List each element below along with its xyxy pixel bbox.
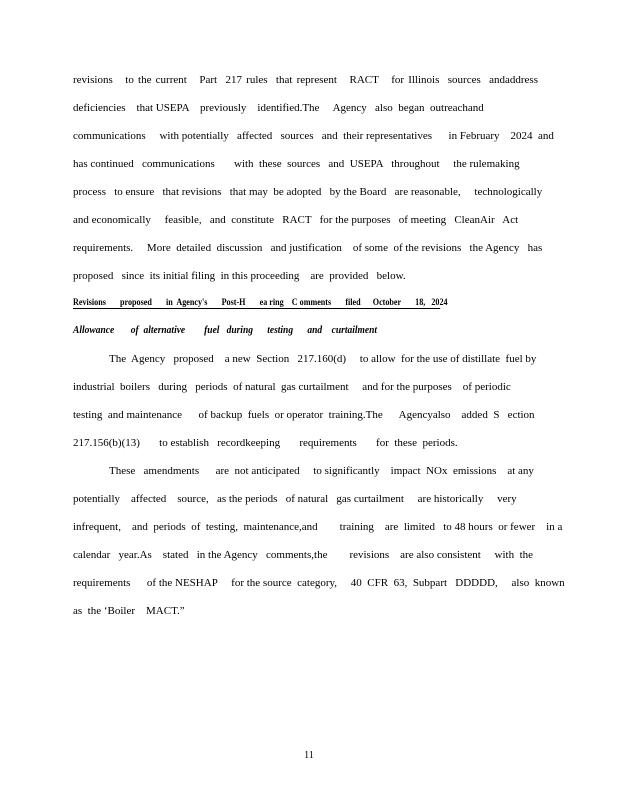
paragraph-3-line-3: infrequent, and periods of testing, maintenance,and training are limited to 48 hours or fewer in a xyxy=(73,521,563,533)
subsection-heading-allowance: Allowance of alternative fuel during testing and curtailment xyxy=(73,325,378,336)
paragraph-3-line-2: potentially affected source, as the periods of natural gas curtailment are historically very xyxy=(73,493,517,505)
paragraph-1-line-6: and economically feasible, and constitute RACT for the purposes of meeting CleanAir Act xyxy=(73,214,519,226)
paragraph-1-line-8: proposed since its initial filing in this proceeding are provided below. xyxy=(73,270,406,282)
paragraph-3-line-1: These amendments are not anticipated to significantly impact NOx emissions at any xyxy=(109,465,534,477)
paragraph-1-line-5: process to ensure that revisions that may be adopted by the Board are reasonable, technologically xyxy=(73,186,543,198)
page-number: 11 xyxy=(304,750,314,761)
paragraph-1-line-3: communications with potentially affected sources and their representatives in February 2024 and xyxy=(73,130,554,142)
paragraph-3-line-4: calendar year.As stated in the Agency comments,the revisions are also consistent with the xyxy=(73,549,534,561)
paragraph-2-line-2: industrial boilers during periods of natural gas curtailment and for the purposes of periodic xyxy=(73,381,511,393)
paragraph-1-line-1: revisions to the current Part 217 rules that represent RACT for Illinois sources andaddress xyxy=(73,74,538,86)
paragraph-2-line-3: testing and maintenance of backup fuels or operator training.The Agencyalso added S ection xyxy=(73,409,535,421)
paragraph-2-line-4: 217.156(b)(13) to establish recordkeeping requirements for these periods. xyxy=(73,437,458,449)
paragraph-1-line-2: deficiencies that USEPA previously identified.The Agency also began outreachand xyxy=(73,102,484,114)
section-heading-revisions: Revisions proposed in Agency's Post-H ea ring C omments filed October 18, 2024 xyxy=(73,297,448,307)
paragraph-3-line-6: as the ‘Boiler MACT.” xyxy=(73,605,185,617)
paragraph-3-line-5: requirements of the NESHAP for the source category, 40 CFR 63, Subpart DDDDD, also known xyxy=(73,577,565,589)
paragraph-1-line-7: requirements. More detailed discussion and justification of some of the revisions the Agency has xyxy=(73,242,543,254)
paragraph-2-line-1: The Agency proposed a new Section 217.160(d) to allow for the use of distillate fuel by xyxy=(109,353,537,365)
paragraph-1-line-4: has continued communications with these sources and USEPA throughout the rulemaking xyxy=(73,158,520,170)
